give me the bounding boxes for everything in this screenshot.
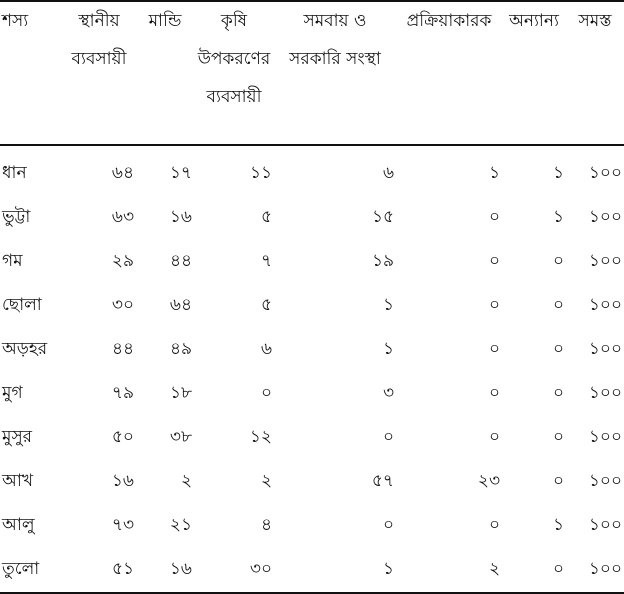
value-cell: ১ bbox=[382, 339, 394, 359]
value-cell: ১২ bbox=[249, 427, 272, 447]
value-cell: ৫ bbox=[260, 295, 272, 315]
value-cell: ০ bbox=[260, 383, 272, 403]
value-cell: ১০০ bbox=[588, 559, 622, 579]
value-cell: ৩০ bbox=[111, 295, 134, 315]
value-cell: ৫১ bbox=[111, 559, 134, 579]
value-cell: ৭৩ bbox=[111, 515, 134, 535]
value-cell: ১৬ bbox=[111, 471, 134, 491]
value-cell: ০ bbox=[488, 383, 500, 403]
header-local-traders: স্থানীয় ব্যবসায়ী bbox=[71, 11, 127, 69]
crop-name-cell: ছোলা bbox=[2, 295, 42, 315]
value-cell: ০ bbox=[488, 295, 500, 315]
value-cell: ০ bbox=[552, 559, 564, 579]
crop-name-cell: অড়হর bbox=[2, 339, 48, 359]
value-cell: ২১ bbox=[169, 515, 192, 535]
crop-name-cell: আলু bbox=[2, 515, 35, 535]
value-cell: ২৯ bbox=[111, 251, 134, 271]
value-cell: ১ bbox=[488, 163, 500, 183]
value-cell: ১৬ bbox=[169, 559, 192, 579]
value-cell: ৬ bbox=[382, 163, 394, 183]
value-cell: ৫০ bbox=[111, 427, 134, 447]
value-cell: ৭৯ bbox=[111, 383, 134, 403]
value-cell: ০ bbox=[382, 427, 394, 447]
value-cell: ১৫ bbox=[371, 207, 394, 227]
value-cell: ১০০ bbox=[588, 163, 622, 183]
value-cell: ৬৩ bbox=[111, 207, 134, 227]
value-cell: ১০০ bbox=[588, 515, 622, 535]
table-row bbox=[0, 416, 624, 460]
table-row bbox=[0, 145, 624, 196]
value-cell: ০ bbox=[552, 471, 564, 491]
value-cell: ১০০ bbox=[588, 383, 622, 403]
value-cell: ১৬ bbox=[169, 207, 192, 227]
table-row bbox=[0, 548, 624, 593]
value-cell: ০ bbox=[552, 339, 564, 359]
value-cell: ৫ bbox=[260, 207, 272, 227]
table-row bbox=[0, 284, 624, 328]
value-cell: ১ bbox=[382, 559, 394, 579]
header-row bbox=[0, 1, 624, 145]
value-cell: ৩০ bbox=[249, 559, 272, 579]
value-cell: ৩৮ bbox=[169, 427, 192, 447]
value-cell: ০ bbox=[552, 383, 564, 403]
value-cell: ৪৪ bbox=[111, 339, 134, 359]
value-cell: ০ bbox=[488, 339, 500, 359]
table-row bbox=[0, 196, 624, 240]
crop-name-cell: মুসুর bbox=[2, 427, 33, 447]
crop-name-cell: গম bbox=[2, 251, 23, 271]
value-cell: ২ bbox=[488, 559, 500, 579]
value-cell: ২ bbox=[260, 471, 272, 491]
value-cell: ২৩ bbox=[477, 471, 500, 491]
table-row bbox=[0, 460, 624, 504]
value-cell: ৩ bbox=[382, 383, 394, 403]
value-cell: ১ bbox=[382, 295, 394, 315]
header-processors: প্রক্রিয়াকারক bbox=[406, 11, 492, 31]
table-row bbox=[0, 240, 624, 284]
value-cell: ০ bbox=[552, 251, 564, 271]
value-cell: ৪ bbox=[260, 515, 272, 535]
value-cell: ০ bbox=[488, 515, 500, 535]
value-cell: ৬৪ bbox=[111, 163, 134, 183]
crop-name-cell: আখ bbox=[2, 471, 33, 491]
header-total: সমস্ত bbox=[578, 11, 612, 31]
value-cell: ১০০ bbox=[588, 207, 622, 227]
table-row bbox=[0, 372, 624, 416]
header-crop: শস্য bbox=[2, 11, 29, 31]
value-cell: ১০০ bbox=[588, 251, 622, 271]
value-cell: ০ bbox=[488, 251, 500, 271]
value-cell: ৬৪ bbox=[169, 295, 192, 315]
value-cell: ১৮ bbox=[169, 383, 192, 403]
crop-name-cell: তুলো bbox=[2, 559, 40, 579]
header-cooperative-govt: সমবায় ও সরকারি সংস্থা bbox=[289, 11, 381, 69]
value-cell: ১০০ bbox=[588, 471, 622, 491]
value-cell: ১৯ bbox=[371, 251, 394, 271]
value-cell: ০ bbox=[488, 207, 500, 227]
value-cell: ১০০ bbox=[588, 427, 622, 447]
value-cell: ১০০ bbox=[588, 339, 622, 359]
crop-name-cell: ভুট্টা bbox=[2, 207, 31, 227]
header-others: অন্যান্য bbox=[509, 11, 559, 31]
value-cell: ২ bbox=[180, 471, 192, 491]
table-row bbox=[0, 504, 624, 548]
value-cell: ১৭ bbox=[169, 163, 192, 183]
value-cell: ১০০ bbox=[588, 295, 622, 315]
value-cell: ০ bbox=[552, 427, 564, 447]
value-cell: ১ bbox=[552, 163, 564, 183]
value-cell: ১১ bbox=[249, 163, 272, 183]
value-cell: ১ bbox=[552, 207, 564, 227]
crop-name-cell: মুগ bbox=[2, 383, 23, 403]
value-cell: ০ bbox=[552, 295, 564, 315]
value-cell: ১ bbox=[552, 515, 564, 535]
value-cell: ৭ bbox=[260, 251, 272, 271]
value-cell: ৬ bbox=[260, 339, 272, 359]
value-cell: ০ bbox=[382, 515, 394, 535]
value-cell: ৪৯ bbox=[169, 339, 192, 359]
value-cell: ০ bbox=[488, 427, 500, 447]
value-cell: ৫৭ bbox=[371, 471, 394, 491]
header-mandi: মান্ডি bbox=[148, 11, 182, 31]
header-input-dealers: কৃষি উপকরণের ব্যবসায়ী bbox=[197, 11, 271, 107]
crop-name-cell: ধান bbox=[2, 163, 27, 183]
value-cell: ৪৪ bbox=[169, 251, 192, 271]
table-row bbox=[0, 328, 624, 372]
